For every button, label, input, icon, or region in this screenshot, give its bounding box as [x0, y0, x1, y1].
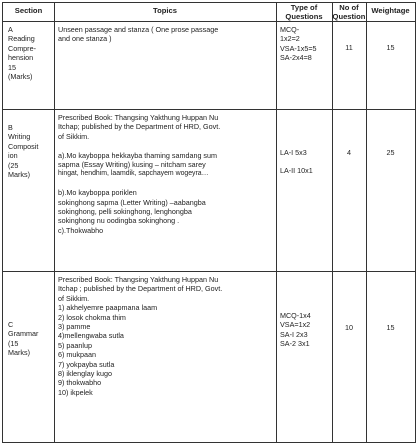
row-divider	[3, 271, 415, 272]
row-divider	[3, 21, 415, 22]
question-count-c: 10	[345, 323, 353, 332]
header-topics: Topics	[153, 6, 177, 15]
question-types-c: MCQ-1x4 VSA=1x2 SA-I 2x3 SA-2 3x1	[280, 311, 311, 349]
column-divider	[332, 3, 333, 442]
section-a: A Reading Compre- hension 15 (Marks)	[8, 25, 36, 82]
syllabus-table	[2, 2, 416, 443]
header-section: Section	[14, 6, 43, 15]
column-divider	[366, 3, 367, 442]
section-b: B Writing Composit ion (25 Marks)	[8, 123, 39, 180]
weightage-c: 15	[386, 323, 395, 332]
topics-b: Prescribed Book: Thangsing Yakthung Huppan Nu Itchap; published by the Department of HRD, Govt. of Sikkim. a).Mo kayboppa hekkayba thaming samdang sum sapma (Essay Writing) kusing – nitcham sarey hingat, hendhim, laamdik, sapchayem wogeyra… b).Mo kayboppa poriklen sokinghong sapma (Letter Writing) –aabangba sokinghong, pelli sokinghong, lenghongba sokinghong nu oodingba sokinghong . c).Thokwabho	[58, 113, 221, 235]
topics-c: Prescribed Book: Thangsing Yakthung Huppan Nu Itchap ; published by the Department of HRD, Govt. of Sikkim. 1) akhelyemre paapmana laam 2) losok chokma thim 3) pamme 4)mellengwaba sutla 5) paanlup 6) mukpaan 7) yokpayba sutla 8) iklenglay kugo 9) thokwabho 10) ikpelek	[58, 275, 223, 397]
section-c: C Grammar (15 Marks)	[8, 320, 39, 358]
column-divider	[54, 3, 55, 442]
column-divider	[276, 3, 277, 442]
question-count-b: 4	[347, 148, 351, 157]
header-type-of-questions: Type of Questions	[285, 3, 323, 21]
weightage-a: 15	[386, 43, 395, 52]
question-types-b: LA-I 5x3 LA-II 10x1	[280, 148, 313, 176]
header-weightage: Weightage	[371, 6, 410, 15]
header-no-of-question: No of Question	[332, 3, 366, 21]
row-divider	[3, 109, 415, 110]
question-count-a: 11	[345, 43, 353, 52]
topics-a: Unseen passage and stanza ( One prose passage and one stanza )	[58, 25, 219, 44]
question-types-a: MCQ- 1x2=2 VSA-1x5=5 SA-2x4=8	[280, 25, 317, 63]
weightage-b: 25	[386, 148, 395, 157]
